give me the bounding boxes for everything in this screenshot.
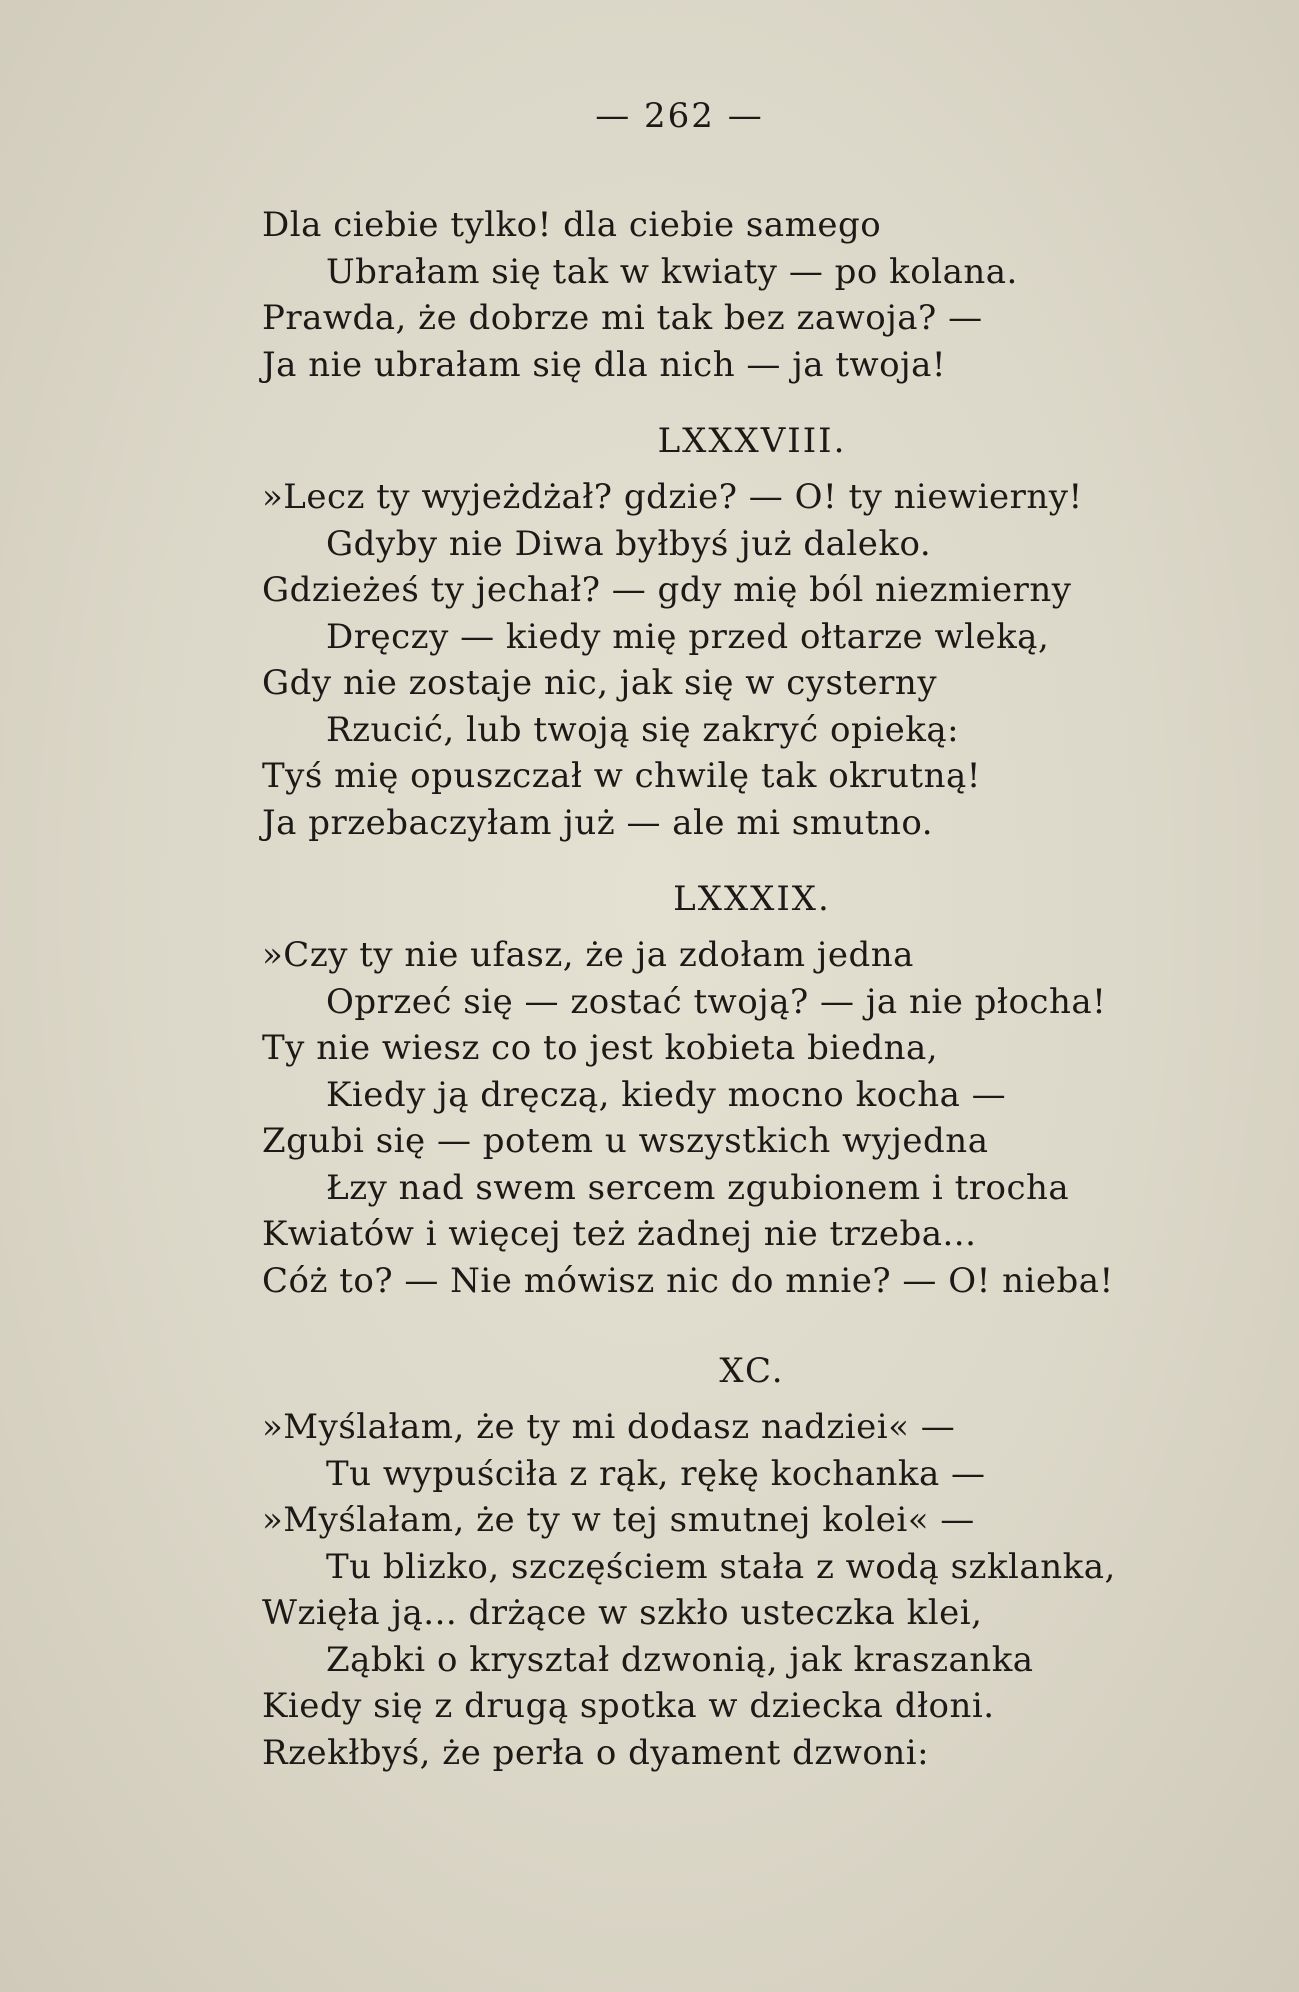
poem-body <box>262 202 1162 1776</box>
verse-line: »Myślałam, że ty w tej smutnej kolei« — <box>262 1500 975 1540</box>
stanza <box>262 1404 1162 1776</box>
verse-line: Tyś mię opuszczał w chwilę tak okrutną! <box>262 756 981 796</box>
verse-line: Cóż to? — Nie mówisz nic do mnie? — O! nieba! <box>262 1260 1114 1301</box>
verse-line: Zgubi się — potem u wszystkich wyjedna <box>262 1121 989 1161</box>
verse-line: Wzięła ją... drżące w szkło usteczka klei, <box>262 1593 983 1633</box>
verse-line: Ubrałam się tak w kwiaty — po kolana. <box>326 251 1018 292</box>
verse-line: Prawda, że dobrze mi tak bez zawoja? — <box>262 298 983 338</box>
verse-line: »Lecz ty wyjeżdżał? gdzie? — O! ty niewierny! <box>262 477 1083 517</box>
verse-line: Oprzeć się — zostać twoją? — ja nie płocha! <box>326 981 1107 1022</box>
verse-line: Rzucić, lub twoją się zakryć opieką: <box>326 709 960 750</box>
verse-line: Dręczy — kiedy mię przed ołtarze wleką, <box>326 616 1050 657</box>
verse-line: Ty nie wiesz co to jest kobieta biedna, <box>262 1028 939 1068</box>
verse-line: Ja przebaczyłam już — ale mi smutno. <box>262 802 934 843</box>
verse-line: Gdzieżeś ty jechał? — gdy mię ból niezmierny <box>262 570 1072 610</box>
verse-line: Gdyby nie Diwa byłbyś już daleko. <box>326 523 932 564</box>
verse-line: »Czy ty nie ufasz, że ja zdołam jedna <box>262 935 914 975</box>
verse-line: Kwiatów i więcej też żadnej nie trzeba... <box>262 1214 977 1254</box>
verse-line: Tu wypuściła z rąk, rękę kochanka — <box>326 1453 986 1494</box>
stanza <box>262 474 1162 846</box>
verse-line: Kiedy się z drugą spotka w dziecka dłoni. <box>262 1686 995 1726</box>
verse-line: Kiedy ją dręczą, kiedy mocno kocha — <box>326 1074 1007 1115</box>
verse-line: Ja nie ubrałam się dla nich — ja twoja! <box>262 344 947 385</box>
stanza <box>262 932 1162 1304</box>
verse-line: Rzekłbyś, że perła o dyament dzwoni: <box>262 1732 930 1773</box>
stanza <box>262 202 1162 388</box>
page-number: — 262 — <box>595 96 764 136</box>
verse-line: Ząbki o kryształ dzwonią, jak kraszanka <box>326 1639 1034 1680</box>
verse-line: »Myślałam, że ty mi dodasz nadziei« — <box>262 1407 956 1447</box>
section-heading: LXXXIX. <box>673 879 831 919</box>
verse-line: Tu blizko, szczęściem stała z wodą szklanka, <box>326 1546 1116 1587</box>
verse-line: Łzy nad swem sercem zgubionem i trocha <box>326 1167 1070 1208</box>
section-heading: XC. <box>719 1351 785 1391</box>
verse-line: Gdy nie zostaje nic, jak się w cysterny <box>262 663 938 703</box>
section-heading: LXXXVIII. <box>657 421 847 461</box>
verse-line: Dla ciebie tylko! dla ciebie samego <box>262 205 882 245</box>
